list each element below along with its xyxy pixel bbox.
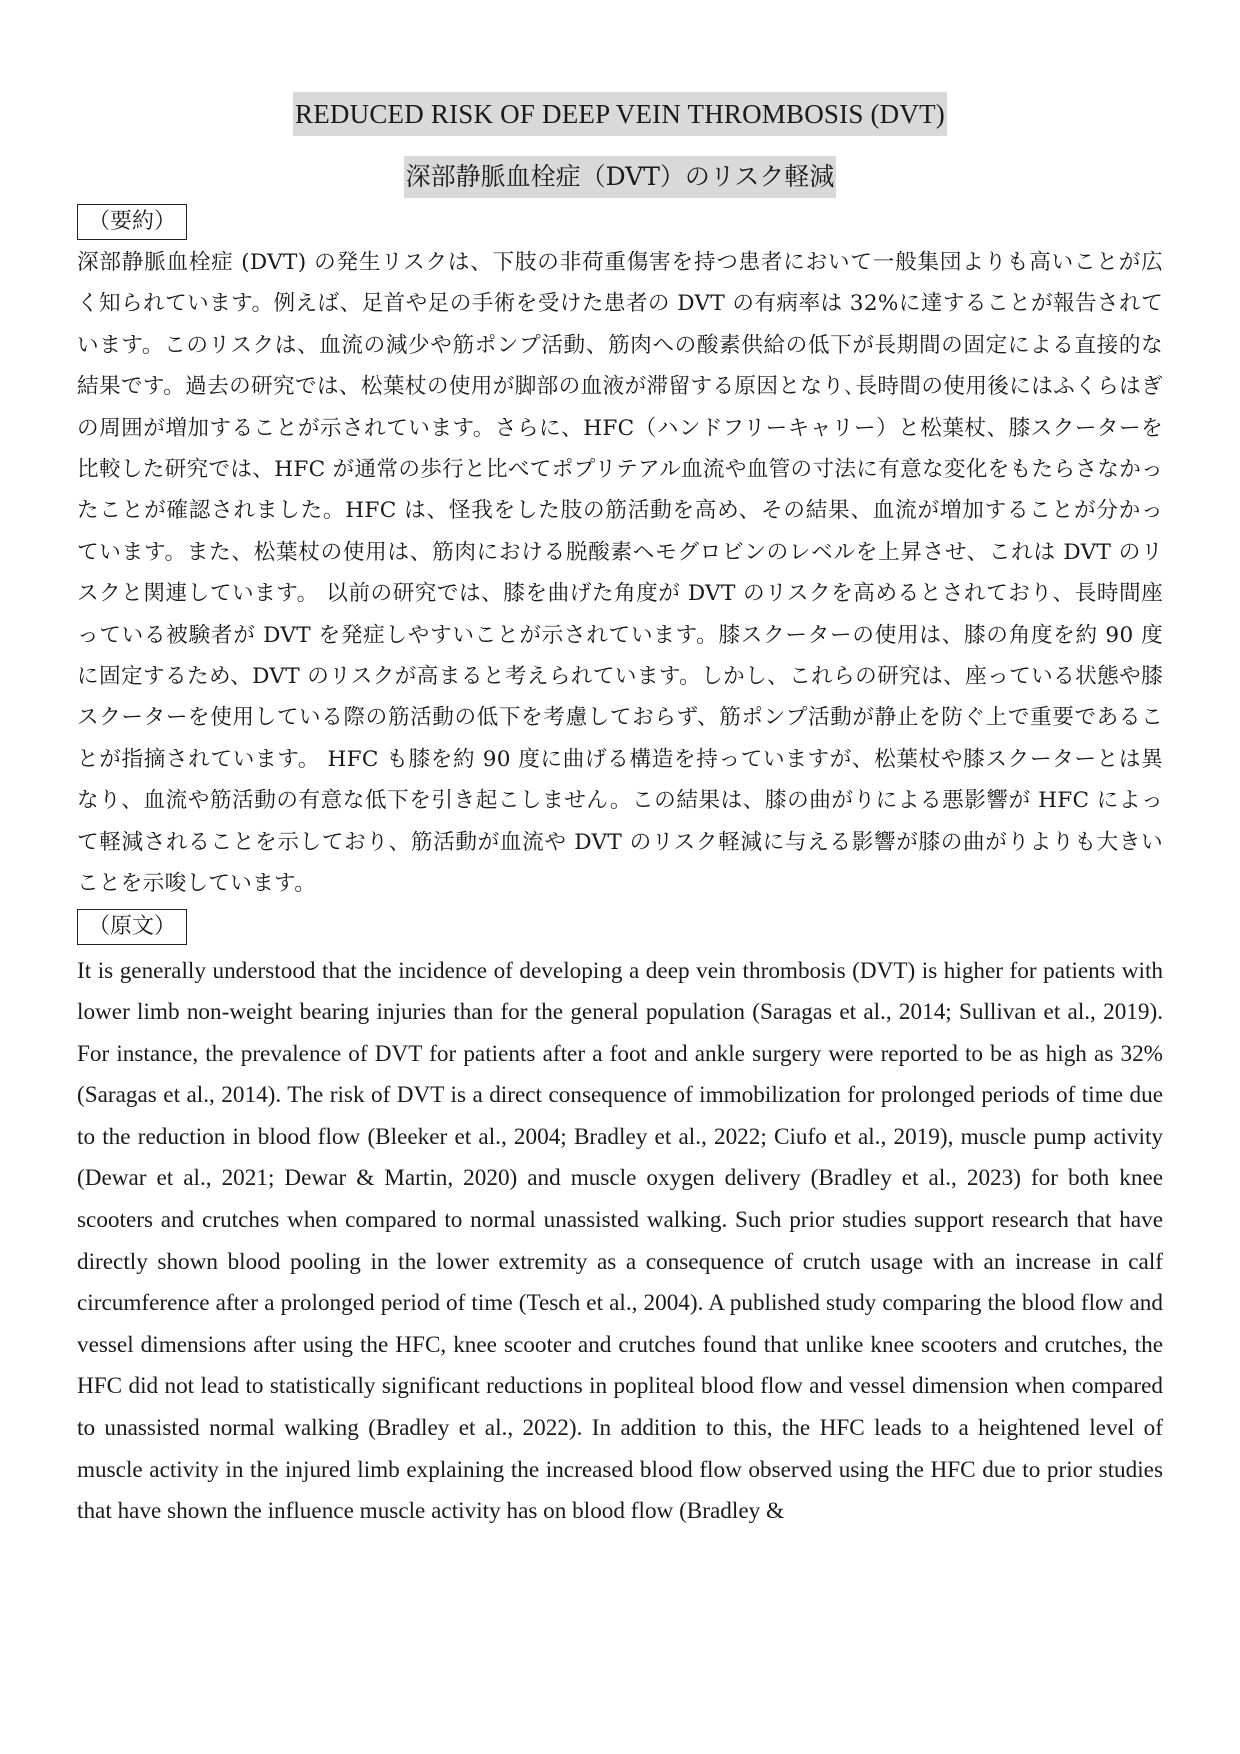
document-title-ja: 深部静脈血栓症（DVT）のリスク軽減 bbox=[404, 156, 837, 198]
document-title-en: REDUCED RISK OF DEEP VEIN THROMBOSIS (DVT) bbox=[293, 92, 947, 136]
document-page bbox=[77, 92, 1163, 1533]
summary-label: （要約） bbox=[77, 204, 187, 240]
summary-paragraph: 深部静脈血栓症 (DVT) の発生リスクは、下肢の非荷重傷害を持つ患者において一般集団よりも高いことが広く知られています。例えば、足首や足の手術を受けた患者の DVT の有病率は 32%に達することが報告されています。このリスクは、血流の減少や筋ポンプ活動、筋肉への酸素供給の低下が長期間の固定による直接的な結果です。過去の研究では、松葉杖の使用が脚部の血液が滞留する原因となり､長時間の使用後にはふくらはぎの周囲が増加することが示されています。さらに、HFC（ハンドフリーキャリー）と松葉杖、膝スクーターを比較した研究では、HFC が通常の歩行と比べてポプリテアル血流や血管の寸法に有意な変化をもたらさなかったことが確認されました。HFC は、怪我をした肢の筋活動を高め、その結果、血流が増加することが分かっています。また、松葉杖の使用は、筋肉における脱酸素ヘモグロビンのレベルを上昇させ、これは DVT のリスクと関連しています。 以前の研究では、膝を曲げた角度が DVT のリスクを高めるとされており、長時間座っている被験者が DVT を発症しやすいことが示されています。膝スクーターの使用は、膝の角度を約 90 度に固定するため、DVT のリスクが高まると考えられています。しかし、これらの研究は、座っている状態や膝スクーターを使用している際の筋活動の低下を考慮しておらず、筋ポンプ活動が静止を防ぐ上で重要であることが指摘されています。 HFC も膝を約 90 度に曲げる構造を持っていますが、松葉杖や膝スクーターとは異なり、血流や筋活動の有意な低下を引き起こしません。この結果は、膝の曲がりによる悪影響が HFC によって軽減されることを示しており、筋活動が血流や DVT のリスク軽減に与える影響が膝の曲がりよりも大きいことを示唆しています。 bbox=[77, 250, 1163, 897]
title-row-en bbox=[77, 92, 1163, 136]
original-paragraph: It is generally understood that the incidence of developing a deep vein thrombosis (DVT) is higher for patients with lower limb non-weight bearing injuries than for the general population (Saragas et al., 2014; Sullivan et al., 2019). For instance, the prevalence of DVT for patients after a foot and ankle surgery were reported to be as high as 32% (Saragas et al., 2014). The risk of DVT is a direct consequence of immobilization for prolonged periods of time due to the reduction in blood flow (Bleeker et al., 2004; Bradley et al., 2022; Ciufo et al., 2019), muscle pump activity (Dewar et al., 2021; Dewar & Martin, 2020) and muscle oxygen delivery (Bradley et al., 2023) for both knee scooters and crutches when compared to normal unassisted walking. Such prior studies support research that have directly shown blood pooling in the lower extremity as a consequence of crutch usage with an increase in calf circumference after a prolonged period of time (Tesch et al., 2004). A published study comparing the blood flow and vessel dimensions after using the HFC, knee scooter and crutches found that unlike knee scooters and crutches, the HFC did not lead to statistically significant reductions in popliteal blood flow and vessel dimension when compared to unassisted normal walking (Bradley et al., 2022). In addition to this, the HFC leads to a heightened level of muscle activity in the injured limb explaining the increased blood flow observed using the HFC due to prior studies that have shown the influence muscle activity has on blood flow (Bradley & bbox=[77, 957, 1163, 1525]
original-label: （原文） bbox=[77, 909, 187, 945]
title-row-ja bbox=[77, 136, 1163, 198]
